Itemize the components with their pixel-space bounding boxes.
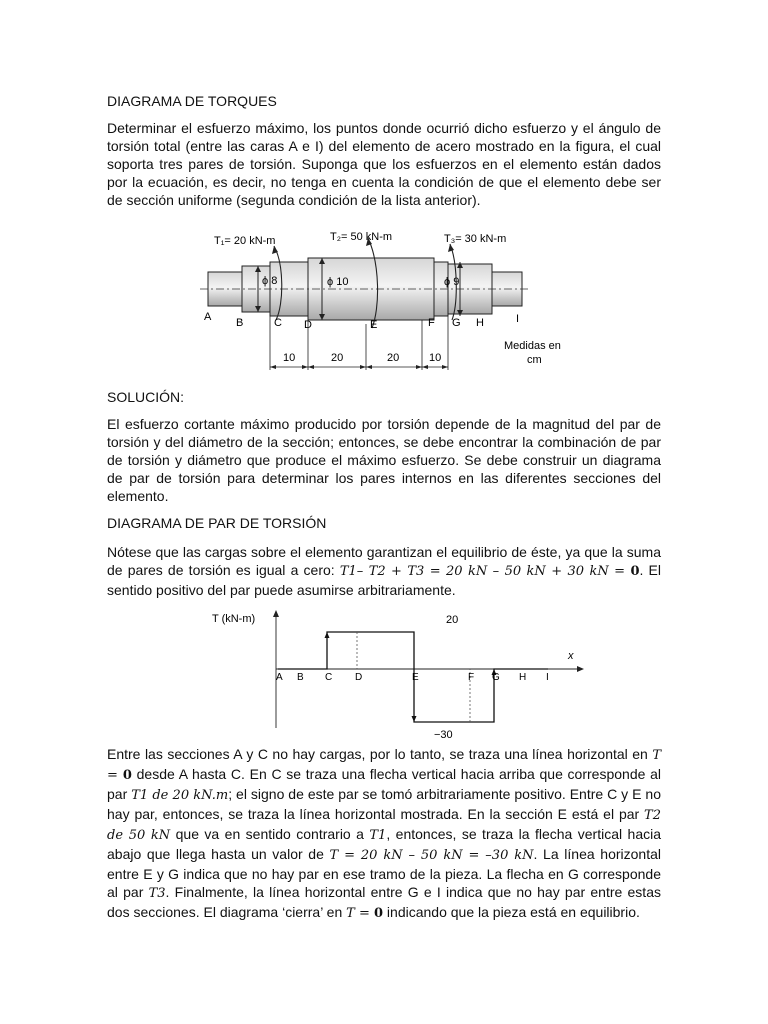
point-label-d: D: [304, 319, 312, 331]
tick-label-G: G: [492, 672, 500, 683]
shaft-segment-gh: [448, 264, 492, 314]
tick-label-I: I: [546, 672, 549, 683]
diameter-label-3: ϕ 9: [444, 276, 460, 288]
jump-arrow-C: [325, 632, 330, 638]
dimension-label-4: 10: [429, 352, 442, 364]
dimension-label-1: 10: [283, 352, 296, 364]
point-label-a: A: [204, 311, 212, 323]
x-axis-label: x: [568, 650, 574, 662]
tick-label-D: D: [355, 672, 363, 683]
dimension-label-3: 20: [387, 352, 400, 364]
tick-label-F: F: [468, 672, 475, 683]
torque-arrow-t3: [550, 244, 555, 322]
point-label-e: E: [370, 319, 378, 331]
tick-label-E: E: [412, 672, 419, 683]
heading-diagrama-torques: DIAGRAMA DE TORQUES: [107, 93, 277, 109]
dimension-label-2: 20: [331, 352, 344, 364]
point-label-i: I: [516, 313, 520, 325]
solution-paragraph: El esfuerzo cortante máximo producido por torsión depende de la magnitud del par de torsión y del diámetro de la sección; entonces, se debe encontrar la combinación de par de torsión y diámetro que produce el máximo esfuerzo. Se debe construir un diagrama de par de torsión para determinar los pares internos en las diferentes secciones del elemento.: [107, 416, 661, 504]
point-label-f: F: [428, 317, 435, 329]
explanation-paragraph: Entre las secciones A y C no hay cargas, por lo tanto, se traza una línea horizontal en T = 0 desde A hasta C. En C se traza una flecha vertical hacia arriba que corresponde al par T1 de 20 kN.m; el signo de este par se tomó arbitrariamente positivo. Entre C y E no hay par, entonces, se traza la línea horizontal mostrada. En la sección E está el par T2 de 50 kN que va en sentido contrario a T1, entonces, se traza la flecha vertical hacia abajo que llega hasta un valor de T = 20 kN – 50 kN = –30 kN. La línea horizontal entre E y G indica que no hay par en ese tramo de la pieza. La flecha en G corresponde al par T3. Finalmente, la línea horizontal entre G e I indica que no hay par entre estas dos secciones. El diagrama ‘cierra’ en T = 0 indicando que la pieza está en equilibrio.: [107, 746, 662, 921]
jump-arrow-E: [412, 716, 417, 722]
heading-diagrama-par: DIAGRAMA DE PAR DE TORSIÓN: [107, 515, 327, 531]
shaft-figure: [192, 224, 582, 372]
torque-label-t1: T₁= 20 kN-m: [214, 235, 276, 247]
torque-label-t2: T₂= 50 kN-m: [330, 231, 393, 243]
y-axis-arrow: [273, 610, 279, 617]
tick-label-H: H: [519, 672, 527, 683]
torque-diagram-chart: [192, 608, 592, 743]
units-label-line1: Medidas en: [504, 340, 561, 352]
diameter-label-1: ϕ 8: [262, 275, 278, 287]
point-label-g: G: [452, 317, 461, 329]
tick-label-A: A: [276, 672, 283, 683]
y-axis-label: T (kN-m): [212, 613, 256, 625]
equilibrium-equation: T1– T2 + T3 = 20 kN – 50 kN + 30 kN =: [339, 564, 631, 579]
x-axis-arrow: [577, 666, 584, 672]
equilibrium-paragraph: Nótese que las cargas sobre el elemento garantizan el equilibrio de éste, ya que la suma de pares de torsión es igual a cero: T1– T2 + T3 = 20 kN – 50 kN + 30 kN = 0. El sentido positivo del par puede asumirse arbitrariamente.: [107, 544, 661, 598]
annotation-max: 20: [446, 614, 459, 626]
point-label-b: B: [236, 317, 244, 329]
point-label-c: C: [274, 317, 282, 329]
heading-solucion: SOLUCIÓN:: [107, 389, 185, 405]
diameter-label-2: ϕ 10: [327, 276, 349, 288]
units-label-line2: cm: [527, 354, 542, 366]
torque-label-t3: T₃= 30 kN-m: [444, 233, 507, 245]
annotation-min: −30: [434, 729, 453, 741]
tick-label-C: C: [325, 672, 333, 683]
point-label-h: H: [476, 317, 484, 329]
tick-label-B: B: [297, 672, 304, 683]
problem-statement: Determinar el esfuerzo máximo, los puntos donde ocurrió dicho esfuerzo y el ángulo de torsión total (entre las caras A e I) del elemento de acero mostrado en la figura, el cual soporta tres pares de torsión. Suponga que los esfuerzos en el elemento están dados por la ecuación, es decir, no tenga en cuenta la condición de que el elemento debe ser de sección uniforme (segunda condición de la lista anterior).: [107, 120, 661, 208]
